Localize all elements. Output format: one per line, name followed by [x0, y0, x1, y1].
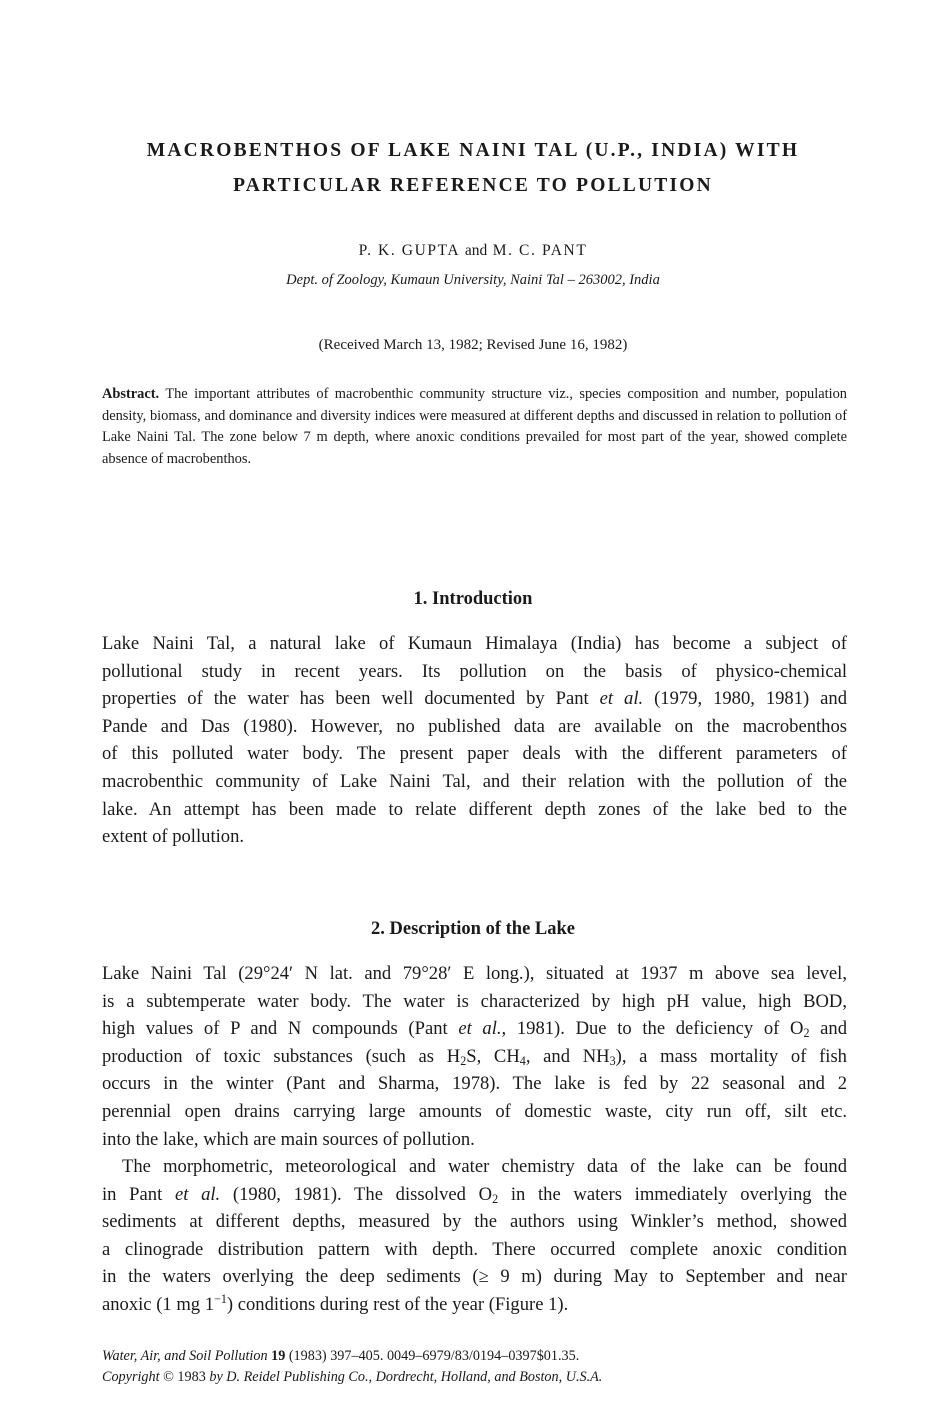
text-line	[102, 1043, 847, 1071]
author-pant: M. C. PANT	[492, 242, 588, 259]
text-run: S, CH	[466, 1045, 520, 1067]
text-line: extent of pollution.	[102, 826, 245, 848]
text-line: pollutional study in recent years. Its pollution on the basis of physico-chemical	[102, 660, 847, 682]
text-run: production of toxic substances (such as H	[102, 1045, 461, 1067]
section-heading-description: 2. Description of the Lake	[371, 919, 575, 939]
copyright-label: Copyright	[102, 1369, 160, 1385]
text-line: is a subtemperate water body. The water is characterized by high pH value, high BOD,	[102, 990, 847, 1012]
text-line	[102, 1015, 847, 1043]
text-run: in the waters immediately overlying the	[498, 1183, 847, 1205]
text-line: occurs in the winter (Pant and Sharma, 1978). The lake is fed by 22 seasonal and 2	[102, 1073, 847, 1095]
abstract-text: The important attributes of macrobenthic community structure viz., species composition and number, population density, biomass, and dominance and diversity indices were measured at different depths and discussed in relation to pollution of Lake Naini Tal. The zone below 7 m depth, where anoxic conditions prevailed for most part of the year, showed complete absence of macrobenthos.	[102, 386, 848, 467]
abstract-label: Abstract.	[102, 386, 160, 402]
author-conjunction: and	[464, 242, 488, 259]
text-line: sediments at different depths, measured by the authors using Winkler’s method, showed	[102, 1211, 847, 1233]
text-run: anoxic (1 mg 1	[102, 1293, 215, 1315]
journal-citation	[102, 1346, 847, 1367]
journal-name: Water, Air, and Soil Pollution	[102, 1348, 268, 1364]
text-line: lake. An attempt has been made to relate different depth zones of the lake bed to the	[102, 798, 847, 820]
text-line	[102, 1291, 847, 1319]
received-dates: (Received March 13, 1982; Revised June 16, 1982)	[318, 337, 628, 353]
description-paragraph-1	[102, 960, 847, 1153]
text-run: , 1981). Due to the deficiency of O	[501, 1018, 804, 1040]
journal-volume: 19	[271, 1348, 286, 1364]
text-line: perennial open drains carrying large amounts of domestic waste, city run off, silt etc.	[102, 1100, 847, 1122]
italic-run: et al.	[599, 688, 644, 710]
text-line: of this polluted water body. The present paper deals with the different parameters of	[102, 743, 847, 765]
copyright-publisher: by D. Reidel Publishing Co., Dordrecht, Holland, and Boston, U.S.A.	[209, 1369, 603, 1385]
subscript: 2	[803, 1026, 810, 1041]
text-line: The morphometric, meteorological and water chemistry data of the lake can be found	[122, 1156, 847, 1177]
superscript: −1	[214, 1291, 227, 1306]
text-run: ) conditions during rest of the year (Figure 1).	[226, 1293, 569, 1315]
text-run: high values of P and N compounds (Pant	[102, 1018, 459, 1040]
description-paragraph-2	[102, 1153, 847, 1319]
text-line: macrobenthic community of Lake Naini Tal, and their relation with the pollution of the	[102, 770, 847, 792]
title-line-2: PARTICULAR REFERENCE TO POLLUTION	[233, 175, 713, 196]
text-line: into the lake, which are main sources of pollution.	[102, 1128, 475, 1150]
text-line: Pande and Das (1980). However, no published data are available on the macrobenthos	[102, 715, 847, 737]
text-run: (1980, 1981). The dissolved O	[220, 1183, 493, 1205]
text-run: and	[809, 1018, 848, 1040]
text-line	[102, 1181, 847, 1209]
text-line: Lake Naini Tal (29°24′ N lat. and 79°28′ E long.), situated at 1937 m above sea level,	[102, 963, 847, 984]
subscript: 3	[609, 1053, 616, 1068]
section-heading-introduction: 1. Introduction	[413, 589, 533, 609]
text-run: in Pant	[102, 1183, 175, 1205]
paper-title	[60, 133, 886, 203]
text-line: Lake Naini Tal, a natural lake of Kumaun Himalaya (India) has become a subject of	[102, 633, 847, 654]
copyright-notice	[102, 1367, 847, 1388]
subscript: 4	[519, 1053, 526, 1068]
text-run: (1979, 1980, 1981) and	[643, 688, 848, 710]
copyright-year: © 1983	[159, 1369, 210, 1385]
introduction-paragraph	[102, 630, 847, 851]
text-line: a clinograde distribution pattern with depth. There occurred complete anoxic condition	[102, 1238, 847, 1260]
subscript: 2	[492, 1191, 499, 1206]
italic-run: et al.	[174, 1183, 221, 1205]
author-list	[0, 242, 946, 260]
text-line: in the waters overlying the deep sediments (≥ 9 m) during May to September and near	[102, 1266, 847, 1288]
italic-run: et al.	[458, 1018, 502, 1040]
author-affiliation: Dept. of Zoology, Kumaun University, Naini Tal – 263002, India	[286, 272, 660, 288]
author-gupta: P. K. GUPTA	[358, 242, 460, 259]
citation-details: (1983) 397–405. 0049–6979/83/0194–0397$01.35.	[285, 1348, 580, 1364]
subscript: 2	[460, 1053, 467, 1068]
text-run: , and NH	[525, 1045, 610, 1067]
text-run: ), a mass mortality of fish	[615, 1045, 847, 1067]
title-line-1: MACROBENTHOS OF LAKE NAINI TAL (U.P., INDIA) WITH	[146, 140, 800, 161]
abstract	[102, 384, 847, 470]
text-line	[102, 685, 847, 713]
page-footer	[102, 1346, 847, 1388]
text-run: properties of the water has been well documented by Pant	[102, 688, 600, 710]
